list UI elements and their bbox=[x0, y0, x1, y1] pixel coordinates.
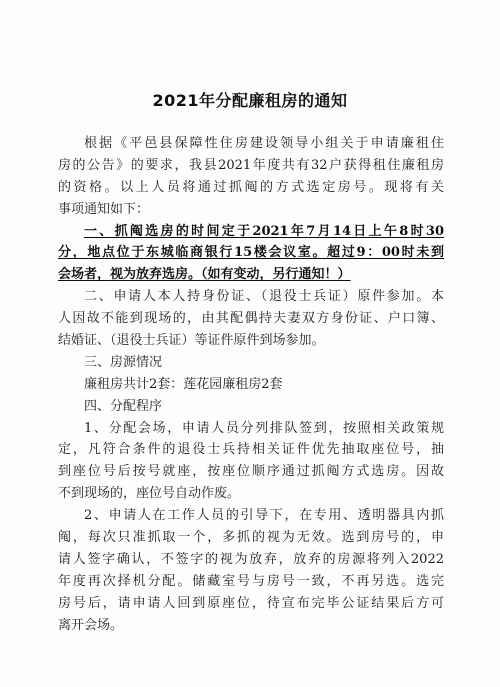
procedure-2-line: 离开会场。 bbox=[58, 617, 124, 633]
procedure-2-line: 2、申请人在工作人员的引导下，在专用、透明器具内抓 bbox=[84, 508, 444, 524]
notice-item-2-line: 人因故不能到现场的，由其配偶持夫妻双方身份证、户口簿、 bbox=[58, 311, 444, 327]
procedure-2-line: 房号后，请申请人回到原座位，待宣布完毕公证结果后方可 bbox=[58, 595, 444, 611]
paragraph-line: 事项通知如下： bbox=[58, 201, 150, 217]
document-title: 2021年分配廉租房的通知 bbox=[152, 91, 348, 110]
notice-item-1-line bbox=[58, 242, 444, 264]
procedure-2-line: 年度再次择机分配。储藏室号与房号一致，不再另选。选完 bbox=[58, 573, 444, 589]
paragraph-line: 的资格。以上人员将通过抓阄的方式选定房号。现将有关 bbox=[58, 179, 444, 195]
paragraph-line: 房的公告》的要求，我县2021年度共有32户获得租住廉租房 bbox=[58, 157, 444, 173]
notice-item-2-line: 二、申请人本人持身份证、（退役士兵证）原件参加。本 bbox=[84, 289, 444, 305]
housing-info-line: 廉租房共计2套：莲花园廉租房2套 bbox=[84, 376, 283, 392]
paragraph-line: 根据《平邑县保障性住房建设领导小组关于申请廉租住 bbox=[84, 136, 444, 151]
underlined-text: 分，地点位于东城临商银行15楼会议室。超过9：00时未到 bbox=[58, 245, 444, 261]
procedure-2-line: 请人签字确认，不签字的视为放弃，放弃的房源将列入2022 bbox=[58, 551, 444, 567]
notice-item-1-line bbox=[58, 221, 444, 243]
underlined-text: 会场者，视为放弃选房。（如有变动，另行通知！） bbox=[58, 267, 351, 283]
procedure-1-line: 1、分配会场，申请人员分列排队签到，按照相关政策规 bbox=[84, 420, 444, 436]
procedure-1-line: 不到现场的，座位号自动作废。 bbox=[58, 486, 241, 502]
procedure-1-line: 到座位号后按号就座，按座位顺序通过抓阄方式选房。因故 bbox=[58, 464, 444, 480]
underlined-text: 一、抓阄选房的时间定于2021年7月14日上午8时30 bbox=[84, 223, 444, 239]
notice-item-2-line: 结婚证、（退役士兵证）等证件原件到场参加。 bbox=[58, 333, 325, 349]
notice-item-1-line bbox=[58, 264, 444, 286]
procedure-1-line: 定，凡符合条件的退役士兵持相关证件优先抽取座位号，抽 bbox=[58, 442, 444, 458]
section-heading: 四、分配程序 bbox=[84, 398, 163, 414]
document-body bbox=[58, 133, 444, 636]
section-heading: 三、房源情况 bbox=[84, 354, 163, 370]
procedure-2-line: 阄，每次只准抓取一个，多抓的视为无效。选到房号的，申 bbox=[58, 530, 444, 546]
